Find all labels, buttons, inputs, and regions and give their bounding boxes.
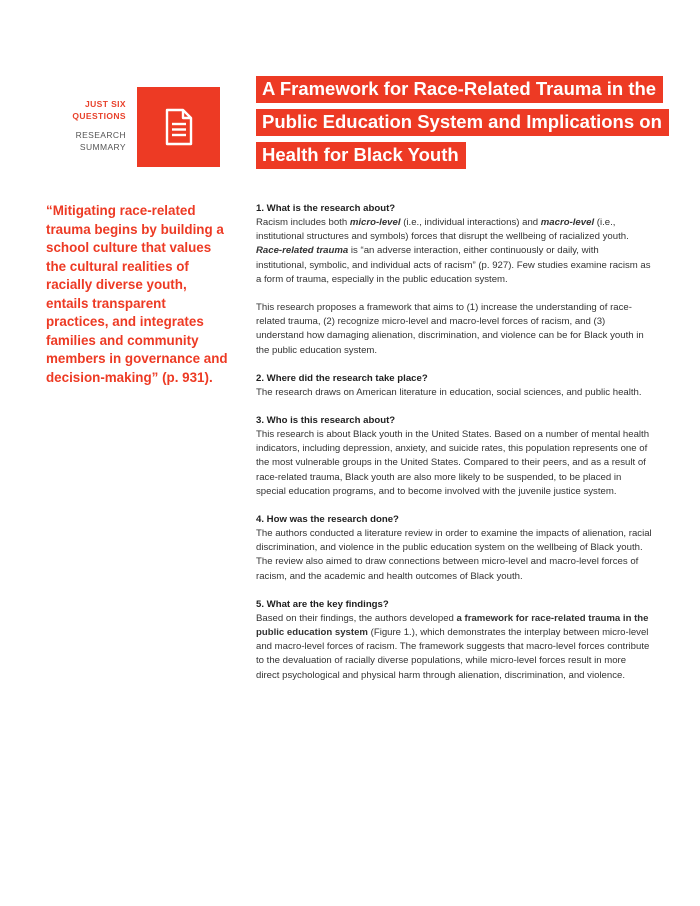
- page-title: [256, 76, 676, 175]
- question-1-paragraph-1: [256, 216, 652, 287]
- series-name-line2: QUESTIONS: [72, 111, 126, 121]
- section-q4: [256, 513, 652, 584]
- question-1-heading: 1. What is the research about?: [256, 203, 396, 214]
- title-line-1: A Framework for Race-Related Trauma in the: [256, 76, 663, 103]
- title-line-2: Public Education System and Implications on: [256, 109, 669, 136]
- summary-body: [256, 202, 652, 697]
- question-2-heading: 2. Where did the research take place?: [256, 372, 428, 384]
- question-2-answer: The research draws on American literature in education, social sciences, and public health.: [256, 386, 642, 398]
- pull-quote: “Mitigating race-related trauma begins by building a school culture that values the cultural realities of racially diverse youth, entails transparent practices, and integrates families and community members in governance and decision-making” (p. 931).: [46, 203, 228, 385]
- question-4-heading: 4. How was the research done?: [256, 514, 399, 526]
- text-run: (i.e., institutional structures and symbols) forces that disrupt the wellbeing of racialized youth.: [256, 217, 629, 243]
- question-5-answer: [256, 612, 652, 683]
- text-run: Racism includes both: [256, 217, 350, 228]
- question-4-answer: The authors conducted a literature review in order to examine the impacts of alienation, racial discrimination, and violence in the public education system on the wellbeing of Black youth. The review also aimed to draw connections between micro-level and macro-level forces of racism, and the academic and health outcomes of Black youth.: [256, 528, 652, 582]
- document-icon: [164, 108, 194, 146]
- doc-type-line2: SUMMARY: [79, 142, 126, 152]
- series-label: [72, 98, 126, 153]
- term-macro-level: macro-level: [540, 217, 595, 228]
- section-q3: [256, 414, 652, 499]
- doc-type-line1: RESEARCH: [75, 130, 126, 140]
- title-line-3: Health for Black Youth: [256, 142, 466, 169]
- text-run: is “an adverse interaction, either continuously or daily, with institutional, symbolic, and individual acts of racism” (p. 927). Few studies examine racism as a form of trauma, especially in the public education system.: [256, 245, 651, 285]
- text-run: Based on their findings, the authors developed: [256, 612, 457, 624]
- term-micro-level: micro-level: [349, 217, 401, 228]
- question-1-paragraph-2: This research proposes a framework that aims to (1) increase the understanding of race-related trauma, (2) recognize micro-level and macro-level forces of racism, and (3) understand how damaging alienation, discrimination, and violence can be for Black youth in the public education system.: [256, 302, 644, 356]
- section-q5: [256, 598, 652, 683]
- term-race-related-trauma: Race-related trauma: [256, 245, 349, 257]
- section-q2: [256, 372, 652, 400]
- series-name-line1: JUST SIX: [85, 99, 126, 109]
- question-5-heading: 5. What are the key findings?: [256, 598, 389, 610]
- question-3-answer: This research is about Black youth in the United States. Based on a number of mental health indicators, including depression, anxiety, and suicide rates, this population represents one of the most vulnerable groups in the United States. Compared to their peers, and as a result of race-related trauma, Black youth are also more likely to be suspended, to be placed in special education programs, and to become involved with the juvenile justice system.: [256, 429, 650, 497]
- question-3-heading: 3. Who is this research about?: [256, 415, 396, 427]
- text-run: (Figure 1.), which demonstrates the interplay between micro-level and macro-level forces of racism. The framework suggests that macro-level forces contribute to the devaluation of racially diverse populations, while micro-level forces result in more direct psychological and physical harm through alienation, discrimination, and violence.: [256, 627, 650, 681]
- section-q1: [256, 202, 652, 358]
- text-run: (i.e., individual interactions) and: [400, 217, 541, 228]
- framework-highlight: a framework for race-related trauma in the public education system: [256, 612, 649, 639]
- document-icon-box: [137, 87, 220, 167]
